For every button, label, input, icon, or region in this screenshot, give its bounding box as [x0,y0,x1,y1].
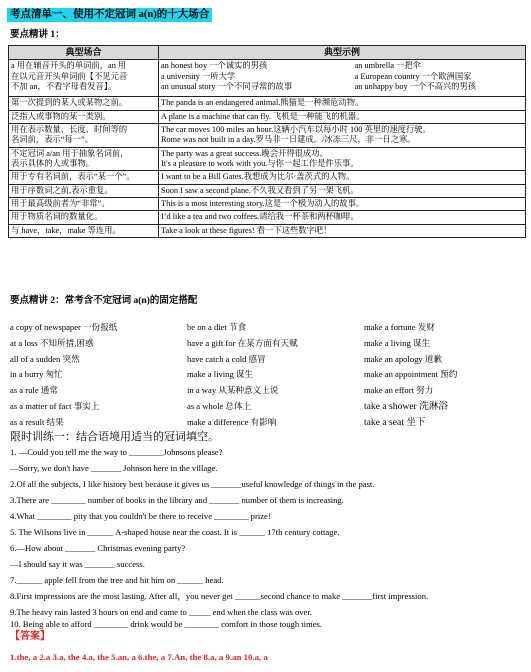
cell-line: The panda is an endangered animal.熊猫是一种濒危动物。 [161,98,364,108]
cell-line: 用于物质名词的数量化。 [11,212,103,222]
table-row [9,224,526,237]
cell-line: It's a pleasure to work with you.与你一起工作是件乐事。 [161,159,359,169]
question-line: 10. Being able to afford ________ drink would be ________ comfort in those tough times. [10,619,323,629]
cell-line: 用在表示数量、长度、时间等的 [11,124,128,134]
phrase-item: make a living 谋生 [364,337,431,348]
cell-line: 不加 an，不看字母看发音】。 [11,81,117,91]
example-cell [159,97,526,110]
cell-line: 在以元音开头单词前【不见元音 [11,71,128,81]
question-line: 6.—How about _______ Christmas evening party? [10,543,186,553]
example-cell [159,123,526,147]
table-row [9,60,526,97]
usage-table [8,45,526,238]
phrase-item: make an apology 道歉 [364,353,443,364]
question-line: 4.What ________ pity that you couldn't be there to receive ________ prize! [10,511,271,521]
phrase-item: as a matter of fact 事实上 [10,400,100,411]
phrase-item: have catch a cold 感冒 [187,353,266,364]
phrase-item: make an appointment 预约 [364,369,458,380]
cell-line: 第一次提到的某人或某物之前。 [11,98,128,108]
phrase-item: make a difference 有影响 [187,416,277,427]
table-row [9,123,526,147]
drill-heading: 限时训练一：结合语境用适当的冠词填空。 [10,430,219,443]
phrase-item: as a whole 总体上 [187,400,252,411]
question-line: 1. —Could you tell me the way to ________Johnsons please? [10,447,223,457]
cell-line: 用于序数词之前,表示重复。 [11,185,113,195]
occasion-cell [9,198,159,211]
phrase-item: make an effort 努力 [364,385,434,396]
section-heading-1: 要点精讲 1： [10,30,65,40]
cell-line: 用于最高级前者为“非常”。 [11,199,110,209]
table-row [9,198,526,211]
page-title: 考点清单一、使用不定冠词 a(n)的十大场合 [7,8,212,22]
example-phrase: a university 一所大学 [161,71,236,81]
occasion-cell [9,224,159,237]
question-line: 9.The heavy rain lasted 3 hours on end and came to _____ end when the class was over. [10,607,312,617]
cell-line: Soon I saw a second plane.不久我又看到了另一架飞机。 [161,185,359,195]
occasion-cell [9,110,159,123]
phrase-list [10,320,520,431]
phrase-item: make a fortune 发财 [364,322,435,332]
question-line: 7.______ apple fell from the tree and hit him on ______ head. [10,575,224,585]
question-line: 2.Of all the subjects, I like history best because it gives us _______useful knowledge of things in the past. [10,479,375,489]
occasion-cell [9,147,159,171]
cell-line: A plane is a machine that can fly. 飞机是一种能飞的机器。 [161,111,365,121]
cell-line: 泛指人或事物的某一类别。 [11,111,111,121]
phrase-item: as a rule 通常 [10,385,58,396]
example-cell [159,224,526,237]
occasion-cell [9,184,159,197]
occasion-cell [9,97,159,110]
cell-line: This is a most interesting story.这是一个极为动人的故事。 [161,199,365,209]
phrase-item: as a result 结果 [10,416,64,427]
cell-line: Rome was not built in a day.罗马非一日建成。/冰冻三尺，非一日之寒。 [161,135,416,145]
question-line: 5. The Wilsons live in ______ A-shaped house near the coast. It is ______ 17th century cottage. [10,527,340,537]
phrase-item: have a gift for 在某方面有天赋 [187,337,298,348]
phrase-item: make a living 谋生 [187,369,254,380]
phrase-item: be on a diet 节食 [187,322,247,332]
example-line [161,82,523,92]
phrase-item: all of a sudden 突然 [10,353,80,364]
phrase-item: in a hurry 匆忙 [10,369,63,380]
example-cell [159,171,526,184]
example-cell [159,198,526,211]
cell-line: 表示具体的人或事物。 [11,159,94,169]
cell-line: I want to be a Bill Gates.我想成为比尔·盖茨式的人物。 [161,172,355,182]
example-line [161,61,523,71]
example-cell [159,110,526,123]
cell-line: 名词前，表示“每一”。 [11,135,94,145]
column-header-example: 典型示例 [159,46,526,60]
occasion-cell [9,60,159,97]
table-row [9,110,526,123]
example-cell [159,147,526,171]
question-line: —I should say it was _______ success. [10,559,145,569]
table-row [9,184,526,197]
phrase-item: in a way 从某种意义上说 [187,385,279,396]
example-cell [159,60,526,97]
table-row [9,97,526,110]
example-phrase: an honest boy 一个诚实的男孩 [161,61,268,71]
phrase-item: a copy of newspaper 一份报纸 [10,322,118,332]
question-line: —Sorry, we don't have _______ Johnson here in the village. [10,463,218,473]
table-row [9,171,526,184]
cell-line: 不定冠词 a/an 用于抽象名词前， [11,148,129,158]
table-header-row [9,46,526,60]
cell-line: The party was a great success.晚会开得很成功。 [161,148,328,158]
answer-heading: 【答案】 [10,631,50,642]
table-row [9,147,526,171]
cell-line: a 用在辅音开头的单词前，an 用 [11,61,127,71]
section-heading-2: 要点精讲 2：常考含不定冠词 a(n)的固定搭配 [10,296,198,306]
question-line: 3.There are ________ number of books in the library and _______ number of them is increasing. [10,495,344,505]
example-cell [159,184,526,197]
column-header-occasion: 典型场合 [9,46,159,60]
cell-line: 用于专有名词前，表示“某一个”。 [11,172,135,182]
example-phrase: a European country 一个欧洲国家 [354,71,472,81]
table-row [9,211,526,224]
question-line: 8.First impressions are the most lasting. After all，you never get ______second chance to make _______first impression. [10,591,429,601]
answer-key: 1.the, a 2.a 3.a, the 4.a, the 5.an, a 6.the, a 7.An, the 8.a, a 9.an 10.a, a [10,652,268,662]
example-phrase: an umbrella 一把伞 [354,61,421,71]
example-cell [159,211,526,224]
phrase-item: take a seat 坐下 [364,416,426,428]
occasion-cell [9,123,159,147]
example-phrase: an unhappy boy 一个不高兴的男孩 [354,81,477,91]
phrase-item: take a shower 洗淋浴 [364,400,448,412]
example-phrase: an unusual story 一个不同寻常的故事 [161,81,293,91]
cell-line: 与 have，take，make 等连用。 [11,225,121,235]
cell-line: I’d like a tea and two coffees.请给我一杯茶和两杯咖啡。 [161,212,359,222]
example-line [161,72,523,82]
phrase-item: at a loss 不知所措,困惑 [10,337,94,348]
occasion-cell [9,171,159,184]
cell-line: Take a look at these figures! 看一下这些数字吧！ [161,225,332,235]
cell-line: The car moves 100 miles an hour.这辆小汽车以每小时 100 英里的速度行驶。 [161,124,431,134]
occasion-cell [9,211,159,224]
